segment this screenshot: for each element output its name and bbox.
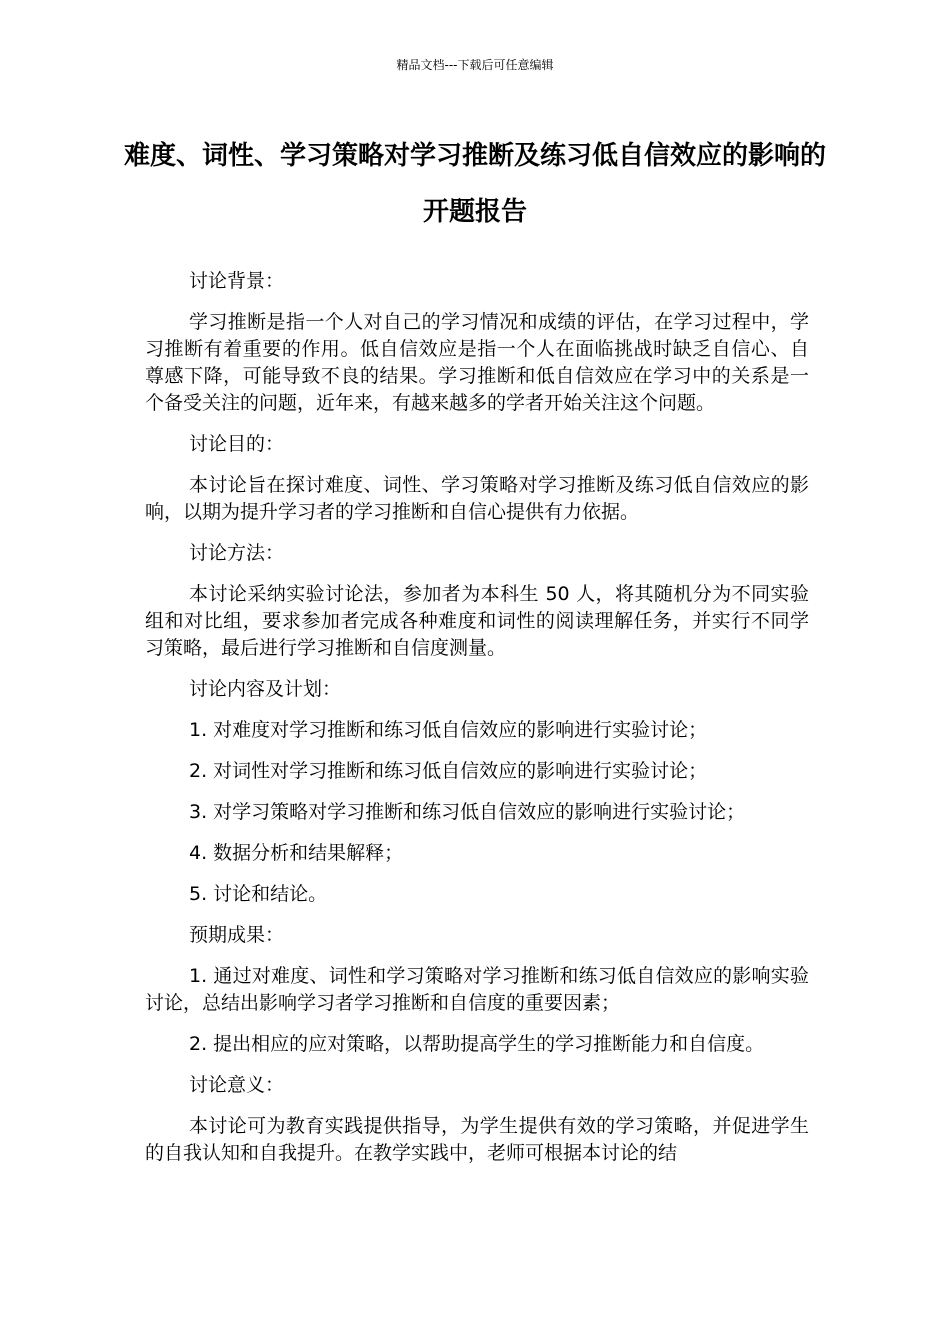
- paragraph-purpose: 本讨论旨在探讨难度、词性、学习策略对学习推断及练习低自信效应的影响，以期为提升学习者的学习推断和自信心提供有力依据。: [145, 474, 809, 523]
- section-heading-content-plan: 讨论内容及计划：: [189, 678, 342, 700]
- section-heading-expected-results: 预期成果：: [189, 924, 285, 946]
- expected-result-1: 1. 通过对难度、词性和学习策略对学习推断和练习低自信效应的影响实验讨论，总结出影响学习者学习推断和自信度的重要因素；: [145, 965, 809, 1014]
- plan-item-3: 3. 对学习策略对学习推断和练习低自信效应的影响进行实验讨论；: [189, 801, 746, 823]
- header-note: 精品文档---下载后可任意编辑: [396, 58, 554, 72]
- document-title: 难度、词性、学习策略对学习推断及练习低自信效应的影响的开题报告: [123, 141, 826, 227]
- section-heading-significance: 讨论意义：: [189, 1074, 285, 1096]
- plan-item-1: 1. 对难度对学习推断和练习低自信效应的影响进行实验讨论；: [189, 719, 708, 741]
- section-heading-method: 讨论方法：: [189, 542, 285, 564]
- paragraph-method: 本讨论采纳实验讨论法，参加者为本科生 50 人，将其随机分为不同实验组和对比组，要求参加者完成各种难度和词性的阅读理解任务，并实行不同学习策略，最后进行学习推断和自信度测量。: [145, 583, 809, 659]
- document-body: [145, 268, 809, 1181]
- plan-item-4: 4. 数据分析和结果解释；: [189, 842, 404, 864]
- section-heading-purpose: 讨论目的：: [189, 433, 285, 455]
- plan-item-2: 2. 对词性对学习推断和练习低自信效应的影响进行实验讨论；: [189, 760, 708, 782]
- paragraph-background: 学习推断是指一个人对自己的学习情况和成绩的评估，在学习过程中，学习推断有着重要的作用。低自信效应是指一个人在面临挑战时缺乏自信心、自尊感下降，可能导致不良的结果。学习推断和低自信效应在学习中的关系是一个备受关注的问题，近年来，有越来越多的学者开始关注这个问题。: [145, 311, 809, 414]
- plan-item-5: 5. 讨论和结论。: [189, 883, 328, 905]
- section-heading-background: 讨论背景：: [189, 270, 285, 292]
- expected-result-2: 2. 提出相应的应对策略，以帮助提高学生的学习推断能力和自信度。: [189, 1033, 765, 1055]
- paragraph-significance: 本讨论可为教育实践提供指导，为学生提供有效的学习策略，并促进学生的自我认知和自我提升。在教学实践中，老师可根据本讨论的结: [145, 1115, 809, 1164]
